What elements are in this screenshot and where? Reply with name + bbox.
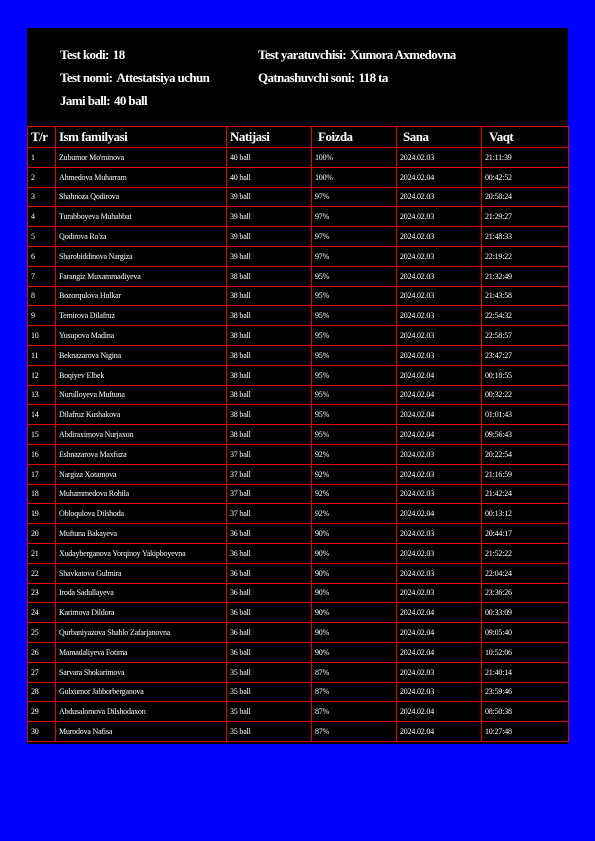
cell-percent: 97% [312, 246, 397, 266]
cell-number: 26 [28, 642, 56, 662]
cell-result: 36 ball [227, 642, 312, 662]
cell-name: Karimova Dildora [56, 603, 227, 623]
cell-percent: 95% [312, 306, 397, 326]
cell-percent: 90% [312, 603, 397, 623]
participants-value: 118 ta [358, 70, 388, 85]
test-author [258, 47, 456, 63]
cell-name: Nurulloyeva Muftuna [56, 385, 227, 405]
table-row [28, 306, 569, 326]
cell-result: 36 ball [227, 583, 312, 603]
cell-number: 17 [28, 464, 56, 484]
cell-date: 2024.02.03 [397, 207, 482, 227]
cell-number: 24 [28, 603, 56, 623]
cell-name: Zubumor Mo'minova [56, 148, 227, 168]
cell-time: 21:40:14 [482, 662, 569, 682]
test-code-label: Test kodi: [60, 47, 109, 62]
cell-result: 36 ball [227, 623, 312, 643]
table-row [28, 266, 569, 286]
cell-date: 2024.02.03 [397, 345, 482, 365]
cell-time: 21:43:58 [482, 286, 569, 306]
cell-time: 10:27:48 [482, 722, 569, 742]
table-row [28, 623, 569, 643]
cell-number: 16 [28, 444, 56, 464]
cell-time: 08:50:38 [482, 702, 569, 722]
participants-label: Qatnashuvchi soni: [258, 70, 355, 85]
cell-percent: 95% [312, 286, 397, 306]
table-row [28, 207, 569, 227]
cell-result: 40 ball [227, 167, 312, 187]
cell-number: 19 [28, 504, 56, 524]
cell-date: 2024.02.03 [397, 246, 482, 266]
test-name [60, 70, 209, 86]
table-row [28, 385, 569, 405]
cell-name: Sharobiddinova Nargiza [56, 246, 227, 266]
cell-date: 2024.02.04 [397, 405, 482, 425]
cell-percent: 95% [312, 425, 397, 445]
cell-number: 3 [28, 187, 56, 207]
cell-percent: 97% [312, 227, 397, 247]
cell-time: 00:33:09 [482, 603, 569, 623]
cell-time: 21:11:39 [482, 148, 569, 168]
cell-time: 22:19:22 [482, 246, 569, 266]
cell-number: 9 [28, 306, 56, 326]
cell-percent: 95% [312, 405, 397, 425]
table-row [28, 524, 569, 544]
table-row [28, 405, 569, 425]
cell-result: 37 ball [227, 504, 312, 524]
cell-time: 23:59:46 [482, 682, 569, 702]
cell-result: 39 ball [227, 246, 312, 266]
cell-result: 38 ball [227, 365, 312, 385]
test-author-value: Xumora Axmedovna [350, 47, 456, 62]
cell-date: 2024.02.03 [397, 484, 482, 504]
cell-time: 22:04:24 [482, 563, 569, 583]
cell-name: Eshnazarova Maxfuza [56, 444, 227, 464]
cell-percent: 97% [312, 187, 397, 207]
test-info-header [27, 28, 568, 126]
cell-name: Abdiraximova Nurjaxon [56, 425, 227, 445]
cell-percent: 90% [312, 583, 397, 603]
cell-time: 22:54:32 [482, 306, 569, 326]
column-header-name: Ism familyasi [56, 127, 227, 148]
table-row [28, 148, 569, 168]
cell-name: Shavkatova Gulmira [56, 563, 227, 583]
cell-date: 2024.02.04 [397, 623, 482, 643]
column-header-percent: Foizda [312, 127, 397, 148]
cell-name: Gulxumor Jabborberganova [56, 682, 227, 702]
cell-percent: 90% [312, 524, 397, 544]
cell-name: Nargiza Xotamova [56, 464, 227, 484]
cell-date: 2024.02.03 [397, 563, 482, 583]
cell-result: 39 ball [227, 207, 312, 227]
cell-name: Beknazarova Nigina [56, 345, 227, 365]
cell-result: 35 ball [227, 722, 312, 742]
cell-percent: 95% [312, 385, 397, 405]
cell-date: 2024.02.04 [397, 504, 482, 524]
cell-time: 20:22:54 [482, 444, 569, 464]
cell-result: 39 ball [227, 227, 312, 247]
cell-name: Turabboyeva Muhabbat [56, 207, 227, 227]
cell-date: 2024.02.03 [397, 326, 482, 346]
cell-percent: 90% [312, 642, 397, 662]
results-table [27, 126, 569, 742]
cell-date: 2024.02.04 [397, 702, 482, 722]
cell-name: Obloqulova Dilshoda [56, 504, 227, 524]
table-row [28, 246, 569, 266]
total-score-value: 40 ball [113, 93, 147, 108]
cell-percent: 90% [312, 563, 397, 583]
cell-date: 2024.02.03 [397, 148, 482, 168]
table-body [28, 148, 569, 742]
cell-name: Iroda Sadullayeva [56, 583, 227, 603]
cell-number: 2 [28, 167, 56, 187]
cell-percent: 95% [312, 365, 397, 385]
cell-name: Shahnoza Qodirova [56, 187, 227, 207]
table-header-row [28, 127, 569, 148]
cell-number: 11 [28, 345, 56, 365]
cell-date: 2024.02.04 [397, 722, 482, 742]
cell-percent: 97% [312, 207, 397, 227]
cell-number: 8 [28, 286, 56, 306]
test-author-label: Test yaratuvchisi: [258, 47, 347, 62]
cell-time: 23:47:27 [482, 345, 569, 365]
cell-time: 10:52:06 [482, 642, 569, 662]
table-row [28, 603, 569, 623]
cell-result: 36 ball [227, 524, 312, 544]
cell-date: 2024.02.03 [397, 464, 482, 484]
cell-percent: 95% [312, 266, 397, 286]
cell-name: Bozorqulova Hulkar [56, 286, 227, 306]
cell-name: Murodova Nafisa [56, 722, 227, 742]
cell-time: 21:29:27 [482, 207, 569, 227]
results-sheet [27, 28, 568, 744]
cell-percent: 87% [312, 662, 397, 682]
cell-date: 2024.02.04 [397, 425, 482, 445]
cell-result: 37 ball [227, 484, 312, 504]
cell-name: Qodirova Ro'za [56, 227, 227, 247]
cell-result: 37 ball [227, 444, 312, 464]
cell-time: 20:58:24 [482, 187, 569, 207]
column-header-date: Sana [397, 127, 482, 148]
table-row [28, 682, 569, 702]
table-row [28, 504, 569, 524]
table-row [28, 425, 569, 445]
cell-date: 2024.02.03 [397, 266, 482, 286]
cell-time: 23:36:26 [482, 583, 569, 603]
cell-name: Mamadaliyeva Fotima [56, 642, 227, 662]
cell-number: 22 [28, 563, 56, 583]
cell-date: 2024.02.03 [397, 543, 482, 563]
cell-number: 18 [28, 484, 56, 504]
total-score [60, 93, 147, 109]
cell-result: 38 ball [227, 345, 312, 365]
cell-percent: 87% [312, 682, 397, 702]
cell-result: 36 ball [227, 603, 312, 623]
cell-name: Muftuna Bakayeva [56, 524, 227, 544]
cell-result: 37 ball [227, 464, 312, 484]
cell-number: 15 [28, 425, 56, 445]
total-score-label: Jami ball: [60, 93, 110, 108]
cell-name: Xudayberganova Yorqinoy Yakipboyevna [56, 543, 227, 563]
cell-number: 1 [28, 148, 56, 168]
cell-date: 2024.02.03 [397, 583, 482, 603]
cell-time: 01:01:43 [482, 405, 569, 425]
cell-number: 27 [28, 662, 56, 682]
table-row [28, 642, 569, 662]
cell-number: 29 [28, 702, 56, 722]
cell-date: 2024.02.03 [397, 662, 482, 682]
table-row [28, 167, 569, 187]
table-row [28, 286, 569, 306]
cell-percent: 100% [312, 167, 397, 187]
cell-date: 2024.02.04 [397, 385, 482, 405]
cell-date: 2024.02.03 [397, 306, 482, 326]
table-row [28, 444, 569, 464]
participants-count [258, 70, 388, 86]
test-code [60, 47, 125, 63]
cell-number: 28 [28, 682, 56, 702]
cell-time: 20:44:17 [482, 524, 569, 544]
cell-name: Farangiz Muxammadiyeva [56, 266, 227, 286]
cell-percent: 95% [312, 326, 397, 346]
cell-date: 2024.02.04 [397, 365, 482, 385]
table-row [28, 543, 569, 563]
cell-number: 30 [28, 722, 56, 742]
cell-name: Dilafruz Kushakova [56, 405, 227, 425]
cell-percent: 90% [312, 623, 397, 643]
cell-date: 2024.02.03 [397, 682, 482, 702]
cell-result: 35 ball [227, 682, 312, 702]
cell-number: 10 [28, 326, 56, 346]
cell-date: 2024.02.03 [397, 227, 482, 247]
cell-result: 36 ball [227, 543, 312, 563]
cell-result: 38 ball [227, 326, 312, 346]
cell-percent: 92% [312, 464, 397, 484]
cell-name: Boqiyev Elbek [56, 365, 227, 385]
cell-percent: 92% [312, 504, 397, 524]
cell-result: 38 ball [227, 405, 312, 425]
cell-result: 35 ball [227, 702, 312, 722]
table-row [28, 464, 569, 484]
table-row [28, 227, 569, 247]
test-name-label: Test nomi: [60, 70, 113, 85]
table-row [28, 662, 569, 682]
table-row [28, 345, 569, 365]
cell-time: 00:18:55 [482, 365, 569, 385]
cell-time: 21:52:22 [482, 543, 569, 563]
cell-number: 13 [28, 385, 56, 405]
cell-date: 2024.02.03 [397, 444, 482, 464]
cell-time: 22:58:57 [482, 326, 569, 346]
cell-result: 35 ball [227, 662, 312, 682]
cell-date: 2024.02.04 [397, 167, 482, 187]
cell-time: 00:32:22 [482, 385, 569, 405]
cell-result: 40 ball [227, 148, 312, 168]
test-name-value: Attestatsiya uchun [116, 70, 210, 85]
table-row [28, 326, 569, 346]
cell-number: 12 [28, 365, 56, 385]
cell-number: 21 [28, 543, 56, 563]
cell-name: Qurbaniyazova Shahlo Zafarjanovna [56, 623, 227, 643]
cell-date: 2024.02.03 [397, 524, 482, 544]
cell-time: 21:42:24 [482, 484, 569, 504]
cell-time: 00:42:52 [482, 167, 569, 187]
cell-percent: 87% [312, 702, 397, 722]
cell-time: 21:32:49 [482, 266, 569, 286]
cell-name: Sarvara Shokarimova [56, 662, 227, 682]
cell-date: 2024.02.04 [397, 603, 482, 623]
column-header-time: Vaqt [482, 127, 569, 148]
cell-number: 20 [28, 524, 56, 544]
cell-percent: 92% [312, 444, 397, 464]
cell-time: 00:13:12 [482, 504, 569, 524]
cell-date: 2024.02.04 [397, 642, 482, 662]
cell-result: 38 ball [227, 306, 312, 326]
cell-number: 6 [28, 246, 56, 266]
cell-number: 23 [28, 583, 56, 603]
table-row [28, 583, 569, 603]
cell-name: Temirova Dilafruz [56, 306, 227, 326]
cell-result: 39 ball [227, 187, 312, 207]
cell-result: 38 ball [227, 266, 312, 286]
column-header-number: T/r [28, 127, 56, 148]
cell-name: Muhammedova Rohila [56, 484, 227, 504]
cell-result: 38 ball [227, 385, 312, 405]
cell-name: Ahmedova Muharram [56, 167, 227, 187]
cell-percent: 87% [312, 722, 397, 742]
cell-number: 7 [28, 266, 56, 286]
cell-name: Yusupova Madina [56, 326, 227, 346]
table-row [28, 702, 569, 722]
table-row [28, 484, 569, 504]
cell-number: 14 [28, 405, 56, 425]
cell-result: 38 ball [227, 425, 312, 445]
cell-percent: 90% [312, 543, 397, 563]
table-row [28, 563, 569, 583]
column-header-result: Natijasi [227, 127, 312, 148]
cell-number: 4 [28, 207, 56, 227]
table-row [28, 365, 569, 385]
cell-name: Abdusalomova Dilshodaxon [56, 702, 227, 722]
cell-result: 36 ball [227, 563, 312, 583]
cell-result: 38 ball [227, 286, 312, 306]
cell-date: 2024.02.03 [397, 286, 482, 306]
cell-number: 5 [28, 227, 56, 247]
cell-time: 21:16:59 [482, 464, 569, 484]
cell-number: 25 [28, 623, 56, 643]
cell-date: 2024.02.03 [397, 187, 482, 207]
test-code-value: 18 [112, 47, 125, 62]
cell-percent: 100% [312, 148, 397, 168]
cell-time: 09:05:40 [482, 623, 569, 643]
cell-time: 21:48:33 [482, 227, 569, 247]
cell-percent: 95% [312, 345, 397, 365]
table-row [28, 187, 569, 207]
cell-percent: 92% [312, 484, 397, 504]
cell-time: 09:56:43 [482, 425, 569, 445]
table-row [28, 722, 569, 742]
